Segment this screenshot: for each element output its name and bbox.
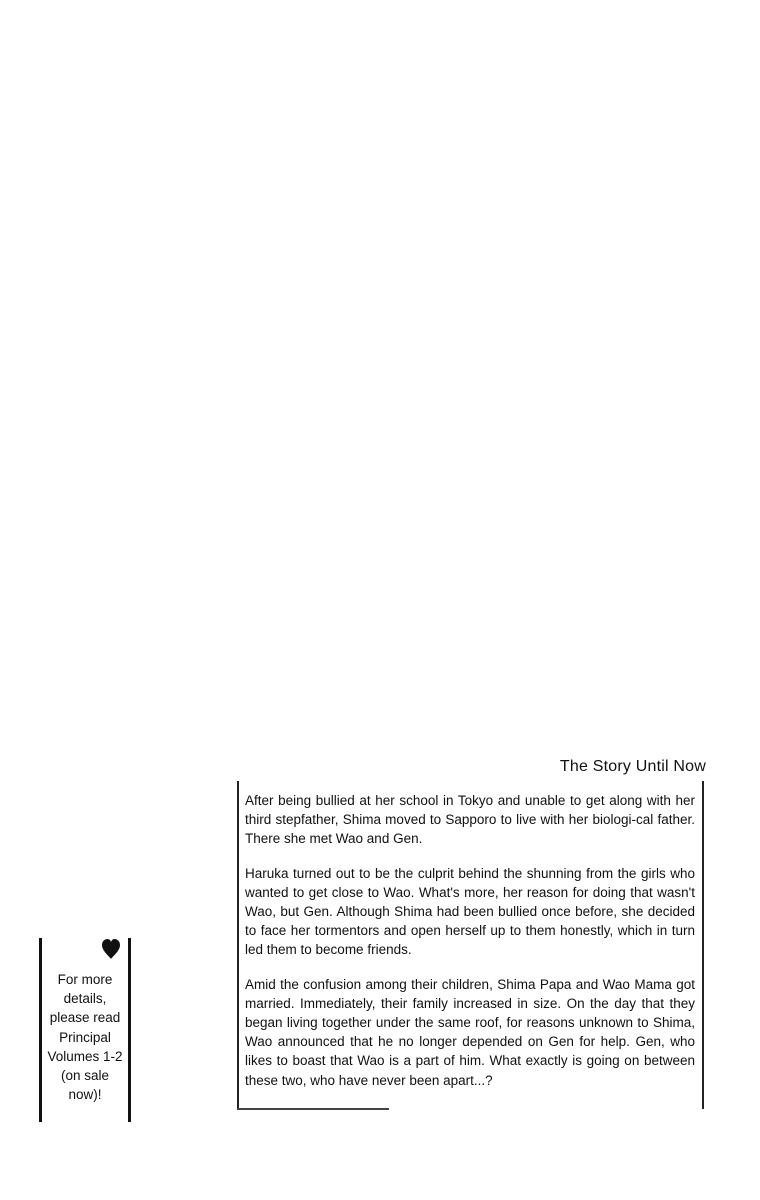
box-border-right	[702, 781, 704, 1109]
story-summary-box	[237, 781, 704, 1111]
side-note	[39, 938, 132, 1123]
side-note-line: now)!	[68, 1087, 102, 1103]
heart-icon	[101, 938, 121, 960]
box-border-left	[237, 781, 239, 1109]
side-note-line: details,	[63, 991, 107, 1007]
box-border-bottom	[237, 1108, 389, 1110]
side-note-text	[42, 970, 128, 1104]
side-note-line: Principal	[59, 1029, 111, 1045]
page-title: The Story Until Now	[559, 758, 706, 775]
story-text	[245, 791, 695, 1105]
story-paragraph: After being bullied at her school in Tokyo and unable to get along with her third stepfather, Shima moved to Sapporo to live with her biologi-cal father. There she met Wao and Gen.	[245, 793, 695, 847]
side-note-line: please read	[49, 1010, 121, 1026]
story-paragraph: Amid the confusion among their children, Shima Papa and Wao Mama got married. Immediately, their family increased in size. On the day that they began living together under the same roof, for reasons unknown to Shima, Wao announced that he no longer depended on Gen for help. Gen, who likes to boast that Wao is a part of him. What exactly is going on between these two, who have never been apart...?	[245, 976, 695, 1088]
side-note-line: (on sale	[60, 1068, 110, 1084]
side-note-bar-right	[128, 938, 131, 1122]
side-note-line: For more	[57, 972, 113, 987]
story-paragraph: Haruka turned out to be the culprit behind the shunning from the girls who wanted to get close to Wao. What's more, her reason for doing that wasn't Wao, but Gen. Although Shima had been bullied once before, she decided to face her tormentors and open herself up to them honestly, which in turn led them to become friends.	[245, 865, 695, 958]
side-note-line: Volumes 1-2	[47, 1048, 123, 1064]
